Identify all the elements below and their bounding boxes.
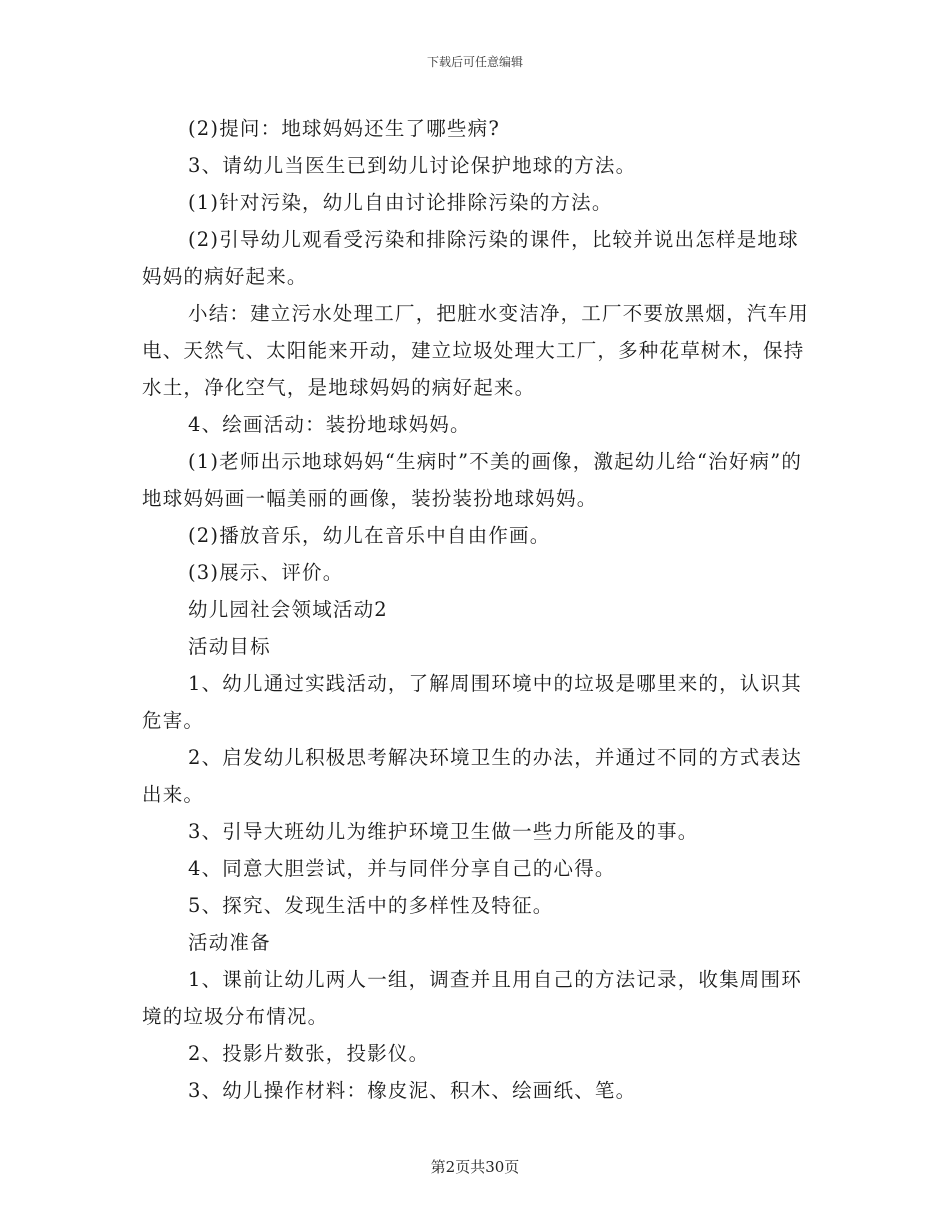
paragraph: 2、投影片数张，投影仪。 <box>188 1042 430 1065</box>
paragraph: 3、引导大班幼儿为维护环境卫生做一些力所能及的事。 <box>188 820 699 843</box>
paragraph: (1)老师出示地球妈妈“生病时”不美的画像，激起幼儿给“治好病”的地球妈妈画一幅美丽的画像，装扮装扮地球妈妈。 <box>142 450 803 510</box>
paragraph: (2)播放音乐，幼儿在音乐中自由作画。 <box>188 524 551 547</box>
page-header: 下载后可任意编辑 <box>426 55 523 69</box>
paragraph: 5、探究、发现生活中的多样性及特征。 <box>188 894 554 917</box>
paragraph: 4、绘画活动：装扮地球妈妈。 <box>188 413 471 436</box>
paragraph: 2、启发幼儿积极思考解决环境卫生的办法，并通过不同的方式表达出来。 <box>142 746 802 806</box>
paragraph: 1、课前让幼儿两人一组，调查并且用自己的方法记录，收集周围环境的垃圾分布情况。 <box>142 968 802 1028</box>
paragraph: (2)提问：地球妈妈还生了哪些病? <box>188 117 500 140</box>
paragraph: 小结：建立污水处理工厂，把脏水变洁净，工厂不要放黑烟，汽车用电、天然气、太阳能来开动，建立垃圾处理大工厂，多种花草树木，保持水土，净化空气，是地球妈妈的病好起来。 <box>142 302 810 399</box>
paragraph: 1、幼儿通过实践活动，了解周围环境中的垃圾是哪里来的，认识其危害。 <box>142 672 802 732</box>
paragraph: 4、同意大胆尝试，并与同伴分享自己的心得。 <box>188 857 616 880</box>
paragraph: 3、幼儿操作材料：橡皮泥、积木、绘画纸、笔。 <box>188 1079 637 1102</box>
section-title: 幼儿园社会领域活动2 <box>188 598 388 621</box>
section-heading: 活动准备 <box>188 931 271 954</box>
section-heading: 活动目标 <box>188 635 271 658</box>
document-body <box>142 110 810 1109</box>
paragraph: (2)引导幼儿观看受污染和排除污染的课件，比较并说出怎样是地球妈妈的病好起来。 <box>142 228 799 288</box>
paragraph: (3)展示、评价。 <box>188 561 344 584</box>
page-number: 第2页共30页 <box>430 1158 520 1176</box>
paragraph: (1)针对污染，幼儿自由讨论排除污染的方法。 <box>188 191 613 214</box>
paragraph: 3、请幼儿当医生已到幼儿讨论保护地球的方法。 <box>188 154 637 177</box>
